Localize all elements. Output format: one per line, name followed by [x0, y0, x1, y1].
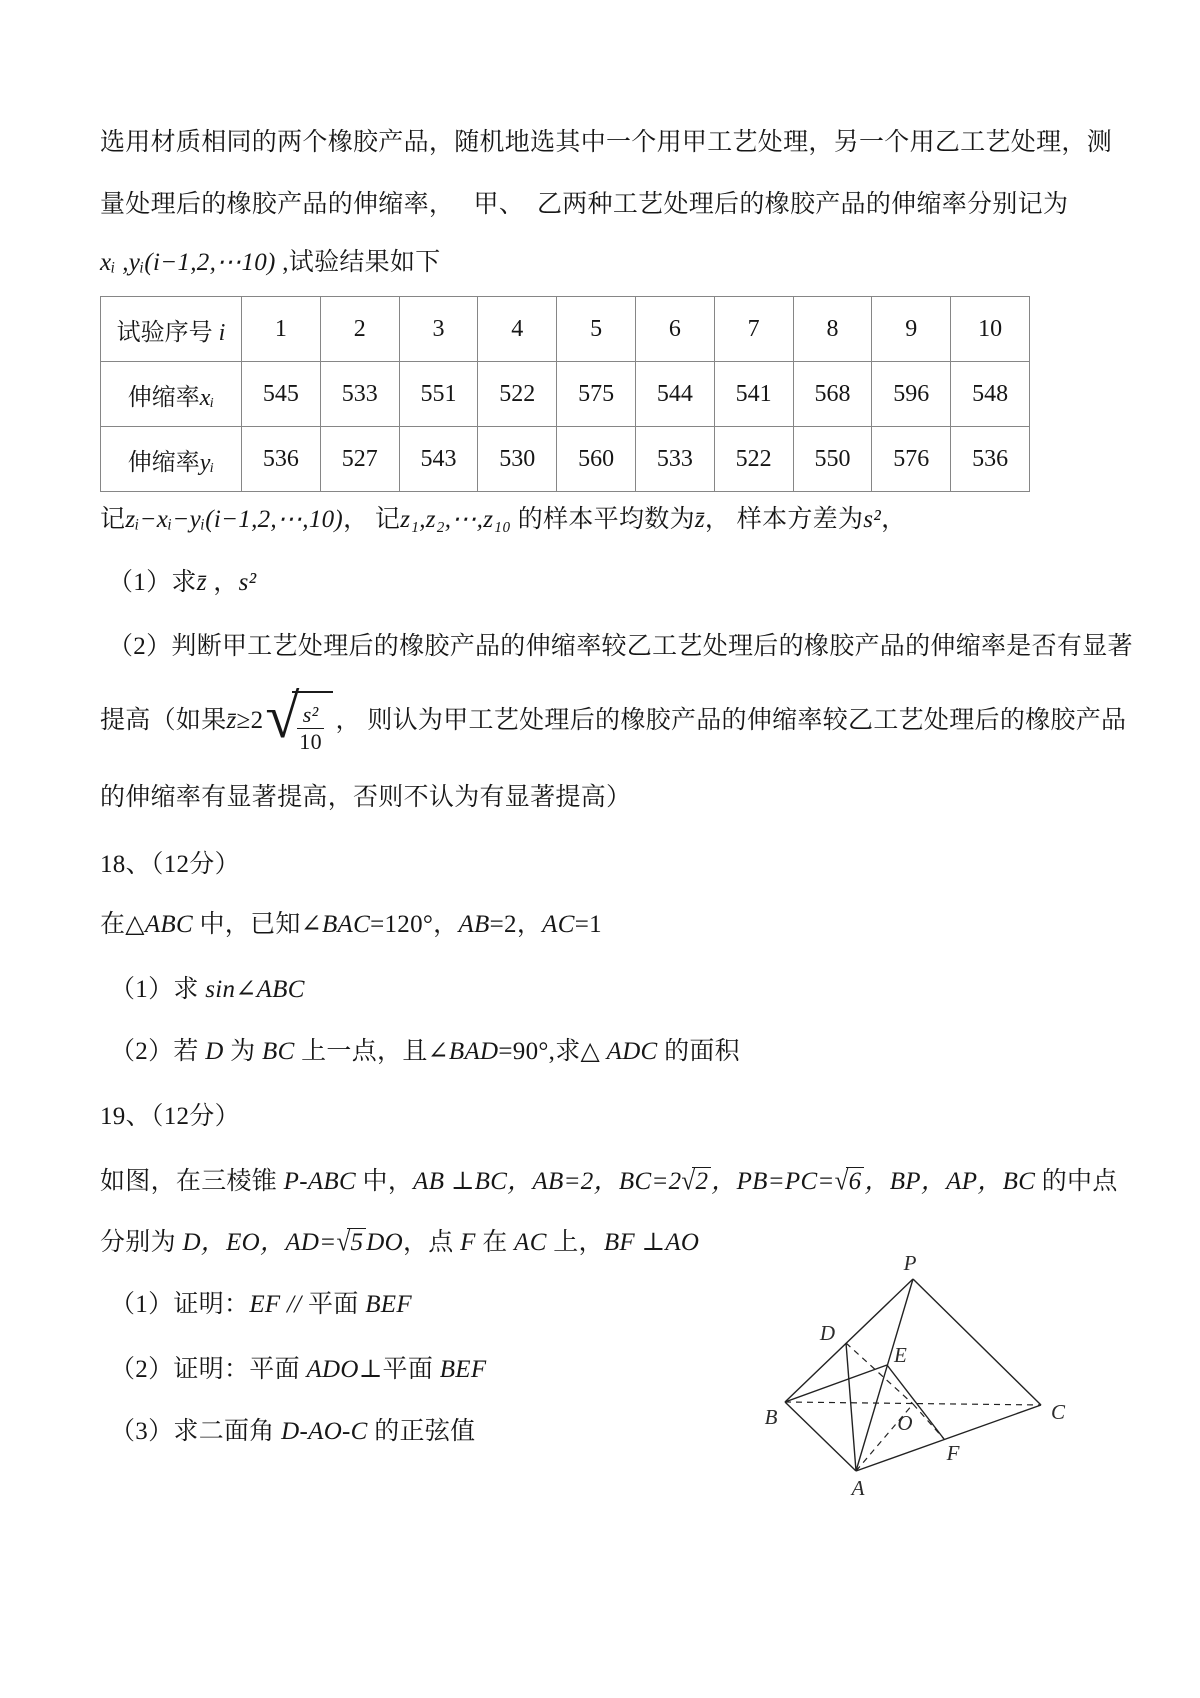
- q17-part2-line1: [108, 629, 1133, 665]
- table-cell: 536: [242, 427, 321, 492]
- experiment-table: [100, 296, 1030, 492]
- text-run: ， 样本方差为: [704, 506, 864, 533]
- math-run: F: [460, 1229, 476, 1256]
- table-cell: 543: [399, 427, 478, 492]
- math-run: AB: [458, 911, 490, 938]
- table-cell: 527: [320, 427, 399, 492]
- q17-part2-line3: [100, 780, 631, 816]
- text-run: 如图，在三棱锥: [100, 1168, 284, 1195]
- table-cell: 533: [320, 362, 399, 427]
- vertex-label-o: O: [897, 1411, 913, 1435]
- radical-expression: [265, 682, 333, 754]
- table-cell: 533: [635, 427, 714, 492]
- vertex-label-p: P: [903, 1252, 917, 1275]
- q18-given: [100, 907, 602, 943]
- figure-edge-pa: [856, 1279, 913, 1471]
- table-cell: 530: [478, 427, 557, 492]
- q19-part3: [110, 1414, 475, 1450]
- math-run: ，BP，AP，BC: [864, 1168, 1036, 1195]
- text-run: 选用材质相同的两个橡胶产品，随机地选其中一个用甲工艺处理，另一个用乙工艺处理，测: [100, 129, 1113, 156]
- text-run: 伸缩率: [127, 384, 200, 411]
- text-run: =90°,求△: [498, 1038, 607, 1065]
- radical-sign: √: [336, 1227, 351, 1258]
- text-run: 在△: [100, 911, 145, 938]
- text-run: ，: [206, 569, 239, 596]
- math-run: BAD: [448, 1038, 499, 1065]
- math-run: i: [218, 319, 226, 346]
- table-cell: 4: [478, 297, 557, 362]
- q17-part2-line2: [100, 682, 1127, 754]
- math-run: EF //: [249, 1291, 309, 1318]
- fraction-numerator: s²: [297, 703, 325, 729]
- math-run: ≥2: [236, 707, 264, 734]
- text-run: 提高（如果: [100, 707, 227, 734]
- text-run: （1）求: [110, 976, 206, 1003]
- table-cell: 9: [872, 297, 951, 362]
- figure-edge-ba: [785, 1402, 856, 1471]
- radicand: 6: [846, 1167, 865, 1195]
- figure-edge-pc: [913, 1279, 1041, 1405]
- table-cell: 536: [951, 427, 1030, 492]
- text-run: 为: [223, 1038, 263, 1065]
- table-cell: 522: [478, 362, 557, 427]
- text-run: 记: [100, 506, 126, 533]
- math-run: ADC: [606, 1038, 658, 1065]
- radical-sign: √: [681, 1166, 696, 1197]
- text-run: 18、（12分）: [100, 851, 240, 878]
- text-run: ，: [881, 506, 907, 533]
- math-run: ABC: [144, 911, 193, 938]
- q18-part2: [110, 1034, 740, 1070]
- math-run: D，EO，AD=: [182, 1229, 337, 1256]
- text-run: 中，已知∠: [192, 911, 322, 938]
- table-row-index: [101, 297, 1030, 362]
- text-run: 19、（12分）: [100, 1103, 240, 1130]
- math-run: ADO: [306, 1356, 359, 1383]
- text-run: 的样本平均数为: [511, 506, 695, 533]
- text-run: 量处理后的橡胶产品的伸缩率， 甲、 乙两种工艺处理后的橡胶产品的伸缩率分别记为: [100, 191, 1069, 218]
- vertex-label-b: B: [764, 1405, 778, 1429]
- q17-part1: [108, 565, 256, 601]
- figure-edge-da: [846, 1343, 856, 1471]
- text-run: （3）求二面角: [110, 1418, 282, 1445]
- table-cell: 6: [635, 297, 714, 362]
- text-run: 试验序号: [116, 319, 219, 346]
- table-cell: 551: [399, 362, 478, 427]
- q19-part1: [110, 1287, 412, 1323]
- text-run: ， 记: [343, 506, 401, 533]
- table-cell: 3: [399, 297, 478, 362]
- table-header-cell: [101, 427, 242, 492]
- math-run: AC: [514, 1229, 547, 1256]
- math-run: AC: [542, 911, 575, 938]
- table-cell: 576: [872, 427, 951, 492]
- text-run: （1）求: [108, 569, 197, 596]
- math-run: DO: [366, 1229, 403, 1256]
- math-run: BEF: [439, 1356, 487, 1383]
- text-run: 上一点，且∠: [294, 1038, 449, 1065]
- fraction: [297, 703, 325, 754]
- figure-edge-ef: [887, 1365, 944, 1439]
- text-run: 上，: [546, 1229, 604, 1256]
- math-run: BC: [262, 1038, 295, 1065]
- table-header-cell: [101, 297, 242, 362]
- table-cell: 1: [242, 297, 321, 362]
- q18-part1: [110, 972, 305, 1008]
- text-run: （2）证明：平面: [110, 1356, 307, 1383]
- math-run: AB ⊥BC，AB=2，BC=2: [413, 1168, 682, 1195]
- math-run: xᵢ: [199, 384, 215, 411]
- table-cell: 522: [714, 427, 793, 492]
- table-cell: 541: [714, 362, 793, 427]
- text-run: 中，: [355, 1168, 414, 1195]
- text-run: 的面积: [657, 1038, 740, 1065]
- math-run: BF ⊥AO: [603, 1229, 700, 1256]
- text-run: 在: [475, 1229, 515, 1256]
- text-run: =1: [574, 911, 602, 938]
- table-cell: 575: [557, 362, 636, 427]
- figure-edge-be: [785, 1365, 887, 1402]
- math-run: D-AO-C: [281, 1418, 368, 1445]
- text-run: 平面: [308, 1291, 366, 1318]
- math-run: xᵢ ,yᵢ(i−1,2,⋯10): [100, 249, 276, 276]
- q19-given-line2: [100, 1225, 699, 1261]
- vertex-label-d: D: [819, 1321, 835, 1345]
- vertex-label-f: F: [946, 1441, 960, 1465]
- vertex-label-e: E: [894, 1343, 907, 1367]
- text-run: （2）判断甲工艺处理后的橡胶产品的伸缩率较乙工艺处理后的橡胶产品的伸缩率是否有显著: [108, 633, 1133, 660]
- q17-intro-formula: [100, 245, 441, 281]
- vertex-label-a: A: [851, 1476, 865, 1500]
- math-run: D: [205, 1038, 224, 1065]
- math-run: s²: [238, 569, 257, 596]
- radicand: 2: [692, 1167, 711, 1195]
- tetrahedron-figure: [698, 1252, 1082, 1508]
- table-cell: 560: [557, 427, 636, 492]
- text-run: 分别为: [100, 1229, 183, 1256]
- table-cell: 10: [951, 297, 1030, 362]
- q19-title: [100, 1099, 240, 1135]
- math-run: ，PB=PC=: [711, 1168, 835, 1195]
- table-header-cell: [101, 362, 242, 427]
- math-run: z̄: [694, 506, 705, 533]
- text-run: 伸缩率: [127, 449, 200, 476]
- math-run: z₁,z₂,⋯,z₁₀: [400, 506, 512, 533]
- text-run: 的伸缩率有显著提高，否则不认为有显著提高）: [100, 784, 632, 811]
- text-run: （1）证明：: [110, 1291, 250, 1318]
- fraction-denominator: 10: [299, 729, 322, 754]
- math-run: z̄: [226, 707, 237, 734]
- text-run: ,试验结果如下: [275, 249, 441, 276]
- table-cell: 545: [242, 362, 321, 427]
- table-cell: 548: [951, 362, 1030, 427]
- table-row-y: [101, 427, 1030, 492]
- table-cell: 8: [793, 297, 872, 362]
- q17-intro-line1: [100, 125, 1112, 161]
- text-run: ，点: [403, 1229, 461, 1256]
- radical-sign: √: [265, 682, 300, 751]
- text-run: =2，: [489, 911, 543, 938]
- text-run: （2）若: [110, 1038, 206, 1065]
- radical-expression: [336, 1225, 366, 1261]
- text-run: ， 则认为甲工艺处理后的橡胶产品的伸缩率较乙工艺处理后的橡胶产品: [335, 707, 1127, 734]
- text-run: 的中点: [1035, 1168, 1118, 1195]
- text-run: ⊥平面: [358, 1356, 440, 1383]
- math-run: P-ABC: [283, 1168, 356, 1195]
- table-cell: 2: [320, 297, 399, 362]
- math-run: zᵢ−xᵢ−yᵢ(i−1,2,⋯,10): [125, 506, 344, 533]
- table-cell: 550: [793, 427, 872, 492]
- text-run: =120°，: [370, 911, 459, 938]
- math-run: z̄: [196, 569, 207, 596]
- vertex-label-c: C: [1051, 1400, 1066, 1424]
- radicand: 5: [347, 1228, 366, 1256]
- text-run: 的正弦值: [367, 1418, 476, 1445]
- table-cell: 544: [635, 362, 714, 427]
- table-cell: 568: [793, 362, 872, 427]
- math-run: sin∠ABC: [205, 976, 305, 1003]
- q17-z-definition: [100, 502, 906, 538]
- table-row-x: [101, 362, 1030, 427]
- math-run: BAC: [321, 911, 371, 938]
- math-run: yᵢ: [199, 449, 215, 476]
- math-run: s²: [863, 506, 882, 533]
- q18-title: [100, 847, 240, 883]
- radical-expression: [835, 1164, 865, 1200]
- table-cell: 5: [557, 297, 636, 362]
- q19-given-line1: [100, 1164, 1118, 1200]
- q19-part2: [110, 1352, 486, 1388]
- radical-body: [292, 691, 334, 754]
- table-cell: 596: [872, 362, 951, 427]
- q17-intro-line2: [100, 187, 1068, 223]
- radical-expression: [681, 1164, 711, 1200]
- radical-sign: √: [834, 1166, 849, 1197]
- table-cell: 7: [714, 297, 793, 362]
- math-run: BEF: [365, 1291, 412, 1318]
